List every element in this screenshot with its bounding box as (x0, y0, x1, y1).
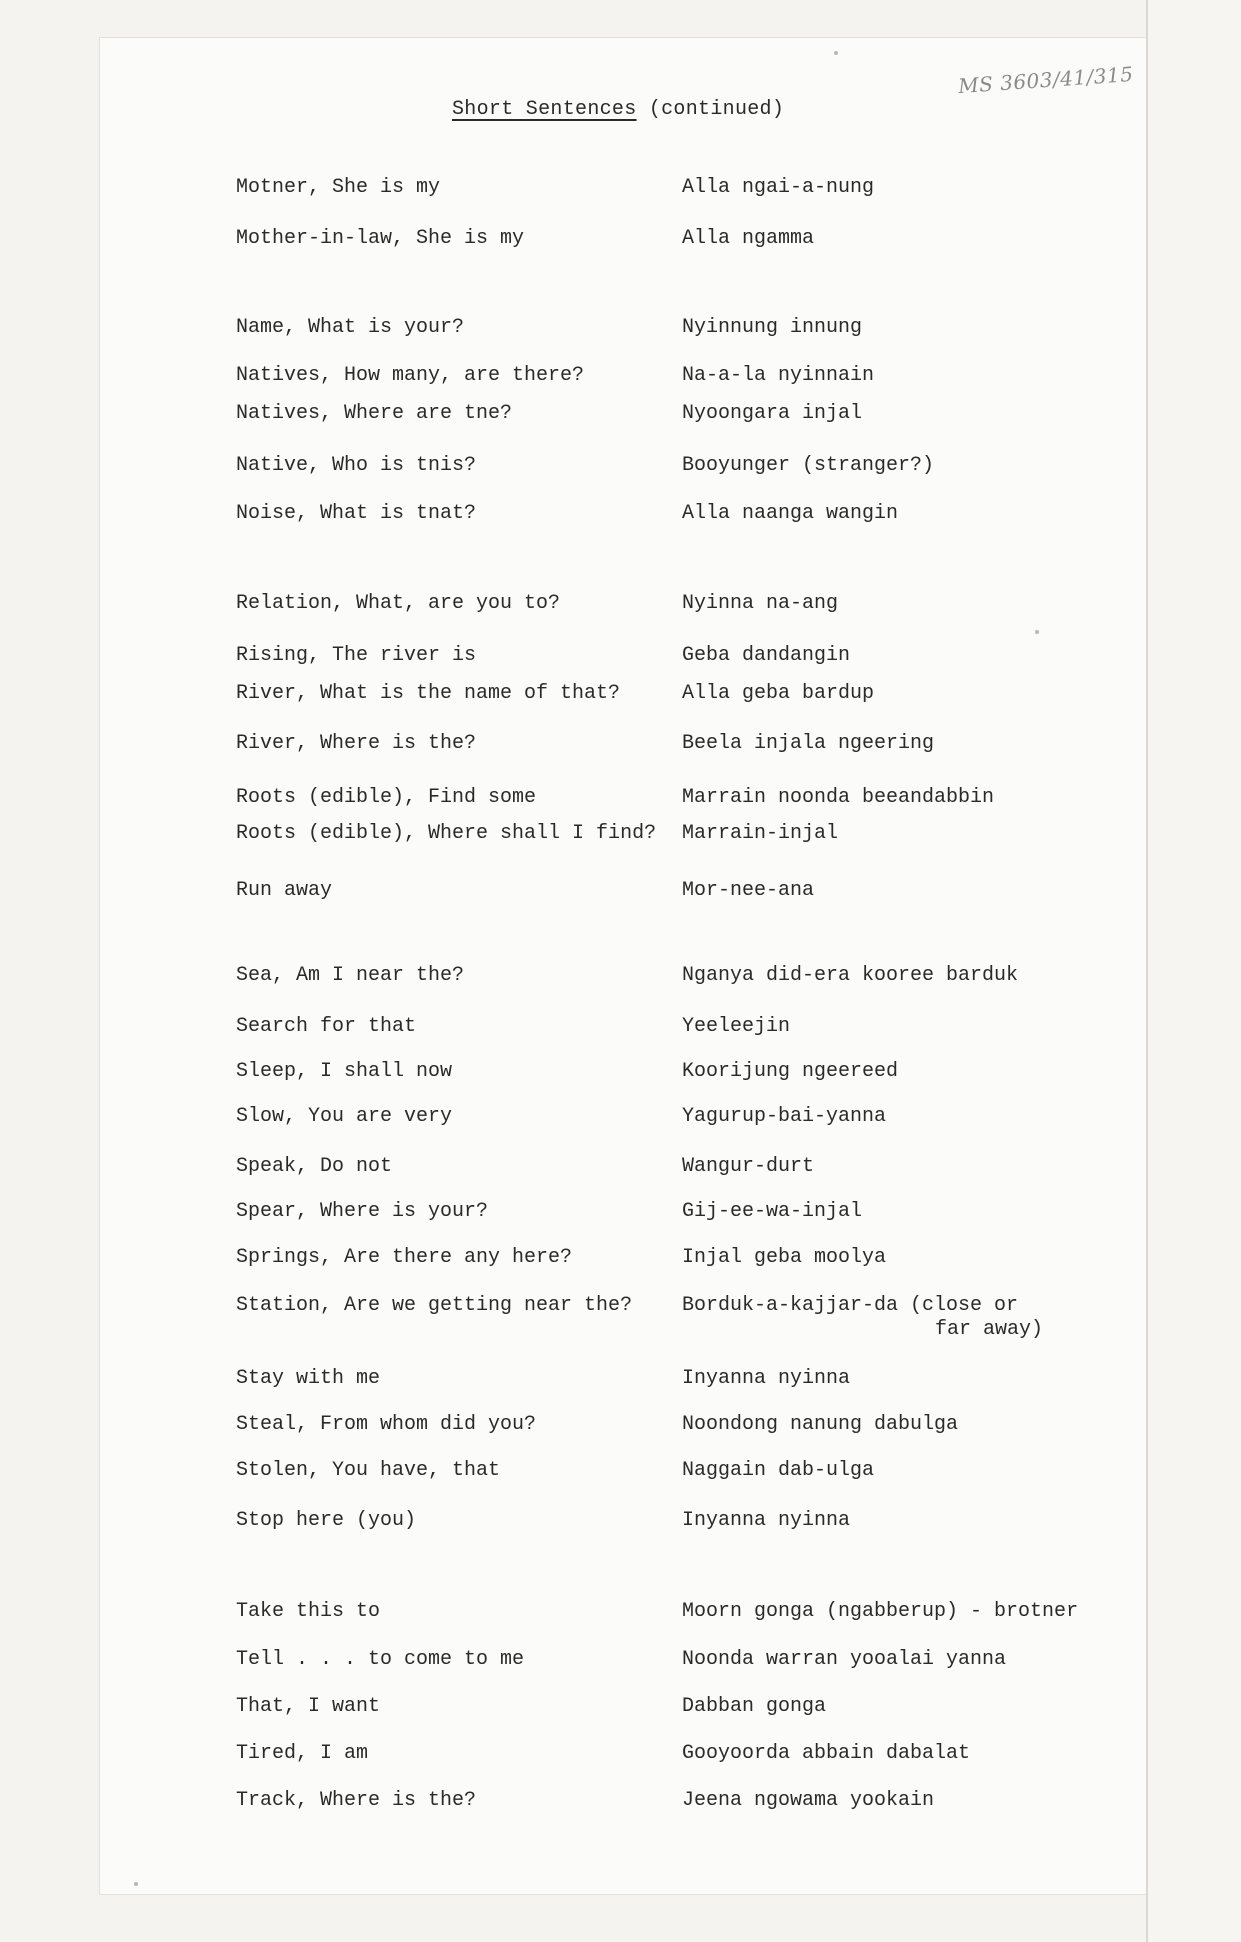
aboriginal-translation: Noonda warran yooalai yanna (682, 1648, 1007, 1671)
phrase-row (0, 878, 1241, 904)
english-phrase: Search for that (236, 1015, 417, 1038)
english-phrase: Roots (edible), Where shall I find? (236, 822, 657, 845)
phrase-row (0, 1458, 1241, 1484)
aboriginal-translation: Alla naanga wangin (682, 502, 899, 525)
aboriginal-translation: Nganya did-era kooree barduk (682, 964, 1019, 987)
aboriginal-translation: Alla ngai-a-nung (682, 176, 875, 199)
english-phrase: Stay with me (236, 1367, 381, 1390)
phrase-row (0, 1104, 1241, 1130)
english-phrase: Station, Are we getting near the? (236, 1294, 633, 1317)
aboriginal-translation: Alla ngamma (682, 227, 815, 250)
english-phrase: Stop here (you) (236, 1509, 417, 1532)
english-phrase: Tired, I am (236, 1742, 369, 1765)
phrase-row (0, 501, 1241, 527)
english-phrase: Sea, Am I near the? (236, 964, 465, 987)
english-phrase: Run away (236, 879, 333, 902)
english-phrase: Noise, What is tnat? (236, 502, 477, 525)
phrase-row (0, 1788, 1241, 1814)
aboriginal-translation: Nyinna na-ang (682, 592, 839, 615)
aboriginal-translation: Yeeleejin (682, 1015, 791, 1038)
phrase-row (0, 785, 1241, 811)
english-phrase: River, Where is the? (236, 732, 477, 755)
phrase-row (0, 1154, 1241, 1180)
english-phrase: Relation, What, are you to? (236, 592, 561, 615)
title-main: Short Sentences (452, 98, 637, 121)
aboriginal-translation: Inyanna nyinna (682, 1509, 851, 1532)
aboriginal-translation: Nyinnung innung (682, 316, 863, 339)
english-phrase: Spear, Where is your? (236, 1200, 489, 1223)
english-phrase: Steal, From whom did you? (236, 1413, 537, 1436)
phrase-row (0, 1366, 1241, 1392)
phrase-row (0, 1014, 1241, 1040)
english-phrase: Natives, Where are tne? (236, 402, 513, 425)
paper-speck (1035, 630, 1039, 634)
paper-speck (134, 1882, 138, 1886)
phrase-row (0, 643, 1241, 669)
phrase-row (0, 681, 1241, 707)
english-phrase: That, I want (236, 1695, 381, 1718)
phrase-row (0, 821, 1241, 847)
aboriginal-translation: Injal geba moolya (682, 1246, 887, 1269)
english-phrase: Track, Where is the? (236, 1789, 477, 1812)
phrase-row (0, 1599, 1241, 1625)
english-phrase: Native, Who is tnis? (236, 454, 477, 477)
aboriginal-translation: Borduk-a-kajjar-da (close or (682, 1294, 1019, 1317)
english-phrase: Take this to (236, 1600, 381, 1623)
phrase-row (0, 401, 1241, 427)
phrase-row (0, 1508, 1241, 1534)
aboriginal-translation: Naggain dab-ulga (682, 1459, 875, 1482)
english-phrase: Speak, Do not (236, 1155, 393, 1178)
aboriginal-translation: Geba dandangin (682, 644, 851, 667)
aboriginal-translation: Wangur-durt (682, 1155, 815, 1178)
phrase-row (0, 315, 1241, 341)
english-phrase: Tell . . . to come to me (236, 1648, 525, 1671)
aboriginal-translation: Moorn gonga (ngabberup) - brotner (682, 1600, 1079, 1623)
phrase-row (0, 1694, 1241, 1720)
aboriginal-translation: Jeena ngowama yookain (682, 1789, 935, 1812)
english-phrase: Springs, Are there any here? (236, 1246, 573, 1269)
paper-speck (834, 51, 838, 55)
english-phrase: Slow, You are very (236, 1105, 453, 1128)
english-phrase: Motner, She is my (236, 176, 441, 199)
phrase-row (0, 731, 1241, 757)
aboriginal-translation: Inyanna nyinna (682, 1367, 851, 1390)
aboriginal-translation: Booyunger (stranger?) (682, 454, 935, 477)
english-phrase: Natives, How many, are there? (236, 364, 585, 387)
phrase-row (0, 363, 1241, 389)
page-title (452, 98, 784, 121)
phrase-row (0, 1741, 1241, 1767)
aboriginal-translation: Na-a-la nyinnain (682, 364, 875, 387)
phrase-row (0, 453, 1241, 479)
aboriginal-translation: Koorijung ngeereed (682, 1060, 899, 1083)
aboriginal-translation: Yagurup-bai-yanna (682, 1105, 887, 1128)
aboriginal-translation: Noondong nanung dabulga (682, 1413, 959, 1436)
aboriginal-translation: Alla geba bardup (682, 682, 875, 705)
english-phrase: Rising, The river is (236, 644, 477, 667)
phrase-row (0, 1245, 1241, 1271)
aboriginal-translation: Dabban gonga (682, 1695, 827, 1718)
phrase-row (0, 1199, 1241, 1225)
phrase-row (0, 1059, 1241, 1085)
phrase-row (0, 175, 1241, 201)
english-phrase: Name, What is your? (236, 316, 465, 339)
phrase-row (0, 1293, 1241, 1341)
aboriginal-translation: Mor-nee-ana (682, 879, 815, 902)
phrase-row (0, 963, 1241, 989)
english-phrase: Stolen, You have, that (236, 1459, 501, 1482)
archive-reference: MS 3603/41/315 (957, 61, 1135, 99)
phrase-row (0, 1412, 1241, 1438)
english-phrase: Mother-in-law, She is my (236, 227, 525, 250)
aboriginal-translation: Nyoongara injal (682, 402, 863, 425)
translation-continuation: far away) (935, 1318, 1044, 1341)
aboriginal-translation: Marrain noonda beeandabbin (682, 786, 995, 809)
aboriginal-translation: Marrain-injal (682, 822, 839, 845)
phrase-row (0, 226, 1241, 252)
aboriginal-translation: Gij-ee-wa-injal (682, 1200, 863, 1223)
aboriginal-translation: Beela injala ngeering (682, 732, 935, 755)
title-continued: (continued) (636, 98, 785, 121)
english-phrase: River, What is the name of that? (236, 682, 621, 705)
phrase-row (0, 1647, 1241, 1673)
english-phrase: Sleep, I shall now (236, 1060, 453, 1083)
phrase-row (0, 591, 1241, 617)
english-phrase: Roots (edible), Find some (236, 786, 537, 809)
aboriginal-translation: Gooyoorda abbain dabalat (682, 1742, 971, 1765)
